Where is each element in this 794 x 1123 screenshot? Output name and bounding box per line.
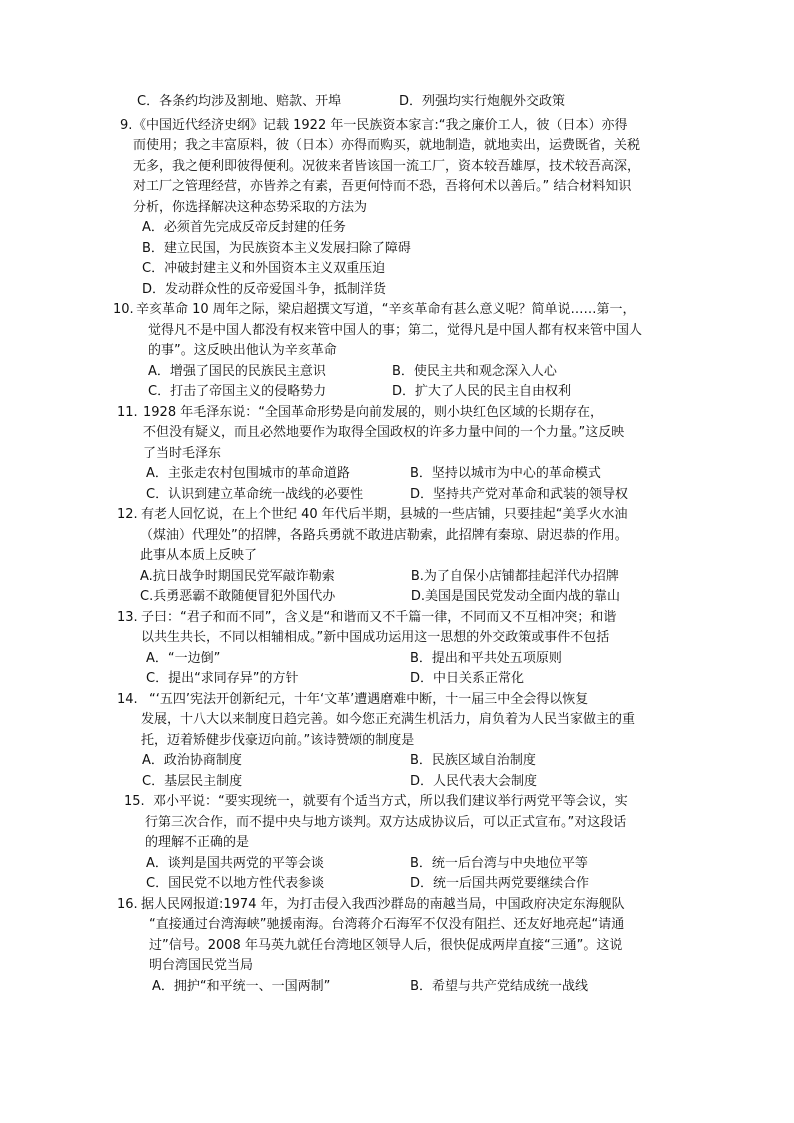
q9-option-b: B．建立民国，为民族资本主义发展扫除了障碍: [142, 240, 411, 256]
q15-line-2: 行第三次合作，而不提中央与地方谈判。双方达成协议后，可以正式宣布。”对这段话: [145, 814, 627, 830]
question-13: [0, 608, 794, 690]
q11-line-3: 了当时毛泽东: [143, 445, 222, 461]
q10-number: 10.: [113, 302, 134, 317]
q13-option-b: B．提出和平共处五项原则: [410, 650, 562, 666]
q14-line-2: 发展，十八大以来制度日趋完善。如今您正充满生机活力，肩负着为人民当家做主的重: [141, 712, 636, 727]
q16-line-4: 明台湾国民党当局: [149, 958, 254, 973]
q9-line-5: 分析，你选择解决这种态势采取的方法为: [133, 199, 368, 215]
q13-stem: [0, 608, 794, 649]
question-10: [0, 300, 794, 403]
q14-option-c: C．基层民主制度: [142, 773, 243, 789]
exam-page: [0, 92, 794, 997]
question-16: [0, 895, 794, 998]
q13-option-a: A．“一边倒”: [146, 650, 221, 666]
question-14: [0, 690, 794, 793]
q10-stem: [0, 300, 794, 362]
q16-options: [0, 977, 794, 998]
q11-option-a: A．主张走农村包围城市的革命道路: [146, 466, 350, 481]
q11-option-d: D．坚持共产党对革命和武装的领导权: [410, 486, 629, 502]
q10-option-b: B．使民主共和观念深入人心: [392, 363, 557, 379]
q14-stem: [0, 690, 794, 752]
question-15: [0, 792, 794, 895]
q9-option-c: C．冲破封建主义和外国资本主义双重压迫: [142, 261, 386, 276]
q11-number: 11.: [117, 404, 138, 420]
q10-line-3: 的事”。这反映出他认为辛亥革命: [148, 343, 337, 358]
q12-option-c: C.兵勇恶霸不敢随便冒犯外国代办: [140, 589, 336, 604]
q8-options: [0, 92, 794, 113]
q16-number: 16.: [117, 896, 138, 912]
q13-options: [0, 649, 794, 690]
q10-line-1: 辛亥革命 10 周年之际，梁启超撰文写道，“辛亥革命有甚么意义呢？简单说……第一，: [136, 302, 636, 317]
q14-line-3: 托，迈着矫健步伐豪迈向前。”该诗赞颂的制度是: [141, 732, 415, 748]
q15-option-a: A．谈判是国共两党的平等会谈: [146, 855, 324, 871]
q11-line-1: 1928 年毛泽东说：“全国革命形势是向前发展的，则小块红色区域的长期存在，: [143, 404, 603, 420]
q16-line-1: 据人民网报道:1974 年，为打击侵入我西沙群岛的南越当局，中国政府决定东海舰队: [141, 896, 625, 912]
q16-stem: [0, 895, 794, 977]
q9-stem: [0, 116, 794, 219]
q9-option-a: A．必须首先完成反帝反封建的任务: [142, 220, 346, 235]
q13-option-d: D．中日关系正常化: [410, 671, 525, 686]
q15-options: [0, 854, 794, 895]
q13-number: 13.: [117, 609, 138, 625]
q12-option-d: D.美国是国民党发动全面内战的靠山: [410, 589, 621, 604]
question-12: [0, 505, 794, 608]
q13-line-1: 子曰：“君子和而不同”，含义是“和谐而又不千篇一律，不同而又不互相冲突；和谐: [141, 609, 617, 625]
q14-number: 14.: [117, 691, 138, 707]
q16-line-3: 过”信号。2008 年马英九就任台湾地区领导人后，很快促成两岸直接“三通”。这说: [149, 937, 623, 953]
q9-line-3: 无多，我之便利即彼得便利。况彼来者皆该国一流工厂，资本较吾雄厚，技术较吾高深，: [133, 158, 641, 174]
q8-option-c: C．各条约均涉及割地、赔款、开埠: [137, 94, 342, 109]
q13-line-2: 以共生共长，不同以相辅相成。”新中国成功运用这一思想的外交政策或事件不包括: [141, 630, 610, 645]
q10-option-a: A．增强了国民的民族民主意识: [148, 363, 326, 379]
q11-option-c: C．认识到建立革命统一战线的必要性: [146, 486, 364, 502]
q10-options: [0, 362, 794, 403]
q8-option-d: D．列强均实行炮舰外交政策: [399, 94, 566, 109]
q12-line-1: 有老人回忆说，在上个世纪 40 年代后半期，县城的一些店铺，只要挂起“美孚火水油: [141, 507, 628, 522]
q12-option-b: B.为了自保小店铺都挂起洋代办招牌: [410, 568, 619, 584]
q12-option-a: A.抗日战争时期国民党军敲诈勒索: [140, 568, 335, 584]
q16-option-a: A．拥护“和平统一、一国两制”: [152, 978, 331, 994]
q14-options: [0, 751, 794, 792]
q10-line-2: 觉得凡不是中国人都没有权来管中国人的事；第二，觉得凡是中国人都有权来管中国人: [148, 322, 643, 338]
q15-line-1: 邓小平说：“要实现统一，就要有个适当方式，所以我们建议举行两党平等会议，实: [153, 794, 628, 809]
q13-option-c: C．提出“求同存异”的方针: [146, 671, 299, 686]
q9-option-d: D．发动群众性的反帝爱国斗争，抵制洋货: [142, 281, 387, 297]
q9-line-4: 对工厂之管理经营，亦皆养之有素，吾更何恃而不恐，吾将何术以善后。” 结合材料知识: [133, 179, 632, 194]
q10-option-c: C．打击了帝国主义的侵略势力: [148, 384, 327, 399]
q15-line-3: 的理解不正确的是: [145, 835, 250, 850]
q11-option-b: B．坚持以城市为中心的革命模式: [410, 466, 601, 481]
q15-option-d: D．统一后国共两党要继续合作: [410, 876, 590, 891]
q12-line-3: 此事从本质上反映了: [140, 548, 258, 563]
q14-option-a: A．政治协商制度: [142, 753, 242, 768]
q9-options: [0, 218, 794, 300]
q12-stem: [0, 505, 794, 567]
q9-line-2: 而使用；我之丰富原料，彼（日本）亦得而购买，就地制造，就地卖出，运费既省，关税: [133, 138, 641, 153]
q12-line-2: （煤油）代理处”的招牌，各路兵勇就不敢进店勒索，此招牌有秦琼、尉迟恭的作用。: [140, 527, 628, 543]
q12-options: [0, 567, 794, 608]
q16-option-b: B．希望与共产党结成统一战线: [410, 978, 589, 994]
q16-line-2: “直接通过台湾海峡”驰援南海。台湾蒋介石海军不仅没有阻拦、还友好地亮起“请通: [149, 917, 625, 932]
q10-option-d: D．扩大了人民的民主自由权利: [392, 384, 572, 399]
question-11: [0, 403, 794, 506]
q15-option-c: C．国民党不以地方性代表参谈: [146, 876, 325, 891]
q15-option-b: B．统一后台湾与中央地位平等: [410, 855, 588, 871]
q14-line-1: “‘五四’宪法开创新纪元，十年‘文革’遭遇磨难中断，十一届三中全会得以恢复: [149, 691, 589, 707]
q12-number: 12.: [117, 507, 138, 522]
q11-stem: [0, 403, 794, 465]
q15-number: 15.: [124, 794, 145, 809]
q9-line-1: 《中国近代经济史纲》记载 1922 年一民族资本家言:“我之廉价工人，彼（日本）亦得: [133, 117, 628, 133]
q14-option-d: D．人民代表大会制度: [409, 773, 537, 789]
q14-option-b: B．民族区域自治制度: [409, 753, 536, 768]
q15-stem: [0, 792, 794, 854]
q11-line-2: 不但没有疑义，而且必然地要作为取得全国政权的许多力量中间的一个力量。”这反映: [143, 425, 625, 440]
q11-options: [0, 464, 794, 505]
q9-number: 9.: [120, 117, 133, 133]
question-9: [0, 116, 794, 301]
